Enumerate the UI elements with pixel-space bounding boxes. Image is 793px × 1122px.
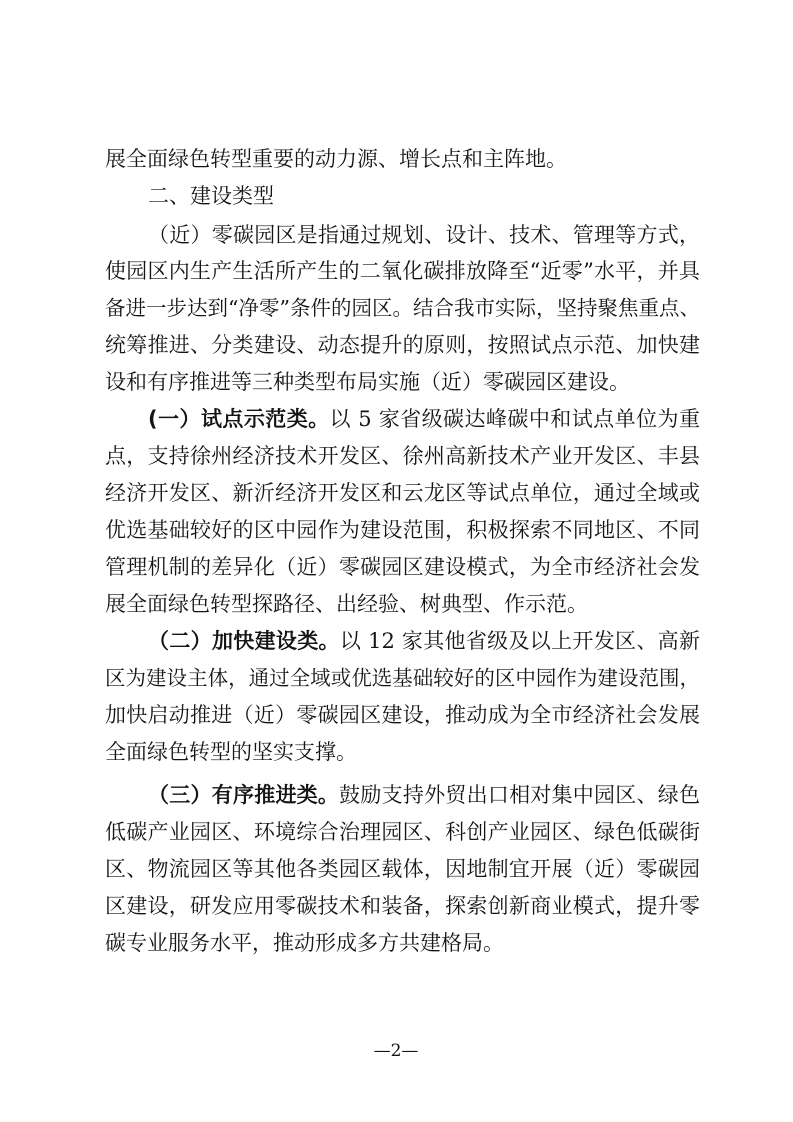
subsection-title: （二）加快建设类。 <box>148 629 340 653</box>
paragraph-line: 碳专业服务水平，推动形成多方共建格局。 <box>105 931 504 955</box>
paragraph-line: 备进一步达到“净零”条件的园区。结合我市实际，坚持聚焦重点、 <box>105 296 700 320</box>
paragraph-line: 区、物流园区等其他各类园区载体，因地制宜开展（近）零碳园 <box>105 857 700 881</box>
subsection-title: （三）有序推进类。 <box>148 783 340 807</box>
paragraph-line: 区建设，研发应用零碳技术和装备，探索创新商业模式，提升零 <box>105 894 700 918</box>
paragraph-text: 以 12 家其他省级及以上开发区、高新 <box>339 629 701 653</box>
paragraph-line: 点，支持徐州经济技术开发区、徐州高新技术产业开发区、丰县 <box>105 444 700 468</box>
paragraph-line: 设和有序推进等三种类型布局实施（近）零碳园区建设。 <box>105 370 630 394</box>
paragraph-line: 统筹推进、分类建设、动态提升的原则，按照试点示范、加快建 <box>105 333 700 357</box>
paragraph-text: 以 5 家省级碳达峰碳中和试点单位为重 <box>329 407 700 431</box>
paragraph-line: 区为建设主体，通过全域或优选基础较好的区中园作为建设范围， <box>105 666 700 690</box>
page-number: —2— <box>373 1041 419 1061</box>
section-heading: 二、建设类型 <box>148 184 274 208</box>
paragraph-line: （近）零碳园区是指通过规划、设计、技术、管理等方式， <box>148 223 700 247</box>
paragraph-line: 使园区内生产生活所产生的二氧化碳排放降至“近零”水平，并具 <box>105 259 700 283</box>
subsection-title: (一）试点示范类。 <box>148 407 330 431</box>
paragraph-line: 优选基础较好的区中园作为建设范围，积极探索不同地区、不同 <box>105 518 700 542</box>
paragraph-line: 展全面绿色转型探路径、出经验、树典型、作示范。 <box>105 592 588 616</box>
paragraph-line: 展全面绿色转型重要的动力源、增长点和主阵地。 <box>105 147 567 171</box>
paragraph-line: 经济开发区、新沂经济开发区和云龙区等试点单位，通过全域或 <box>105 481 700 505</box>
paragraph-line: 加快启动推进（近）零碳园区建设，推动成为全市经济社会发展 <box>105 703 700 727</box>
paragraph-line: 低碳产业园区、环境综合治理园区、科创产业园区、绿色低碳街 <box>105 820 700 844</box>
paragraph-text: 鼓励支持外贸出口相对集中园区、绿色 <box>339 783 701 807</box>
paragraph-line: 全面绿色转型的坚实支撑。 <box>105 740 357 764</box>
paragraph-line: 管理机制的差异化（近）零碳园区建设模式，为全市经济社会发 <box>105 555 700 579</box>
